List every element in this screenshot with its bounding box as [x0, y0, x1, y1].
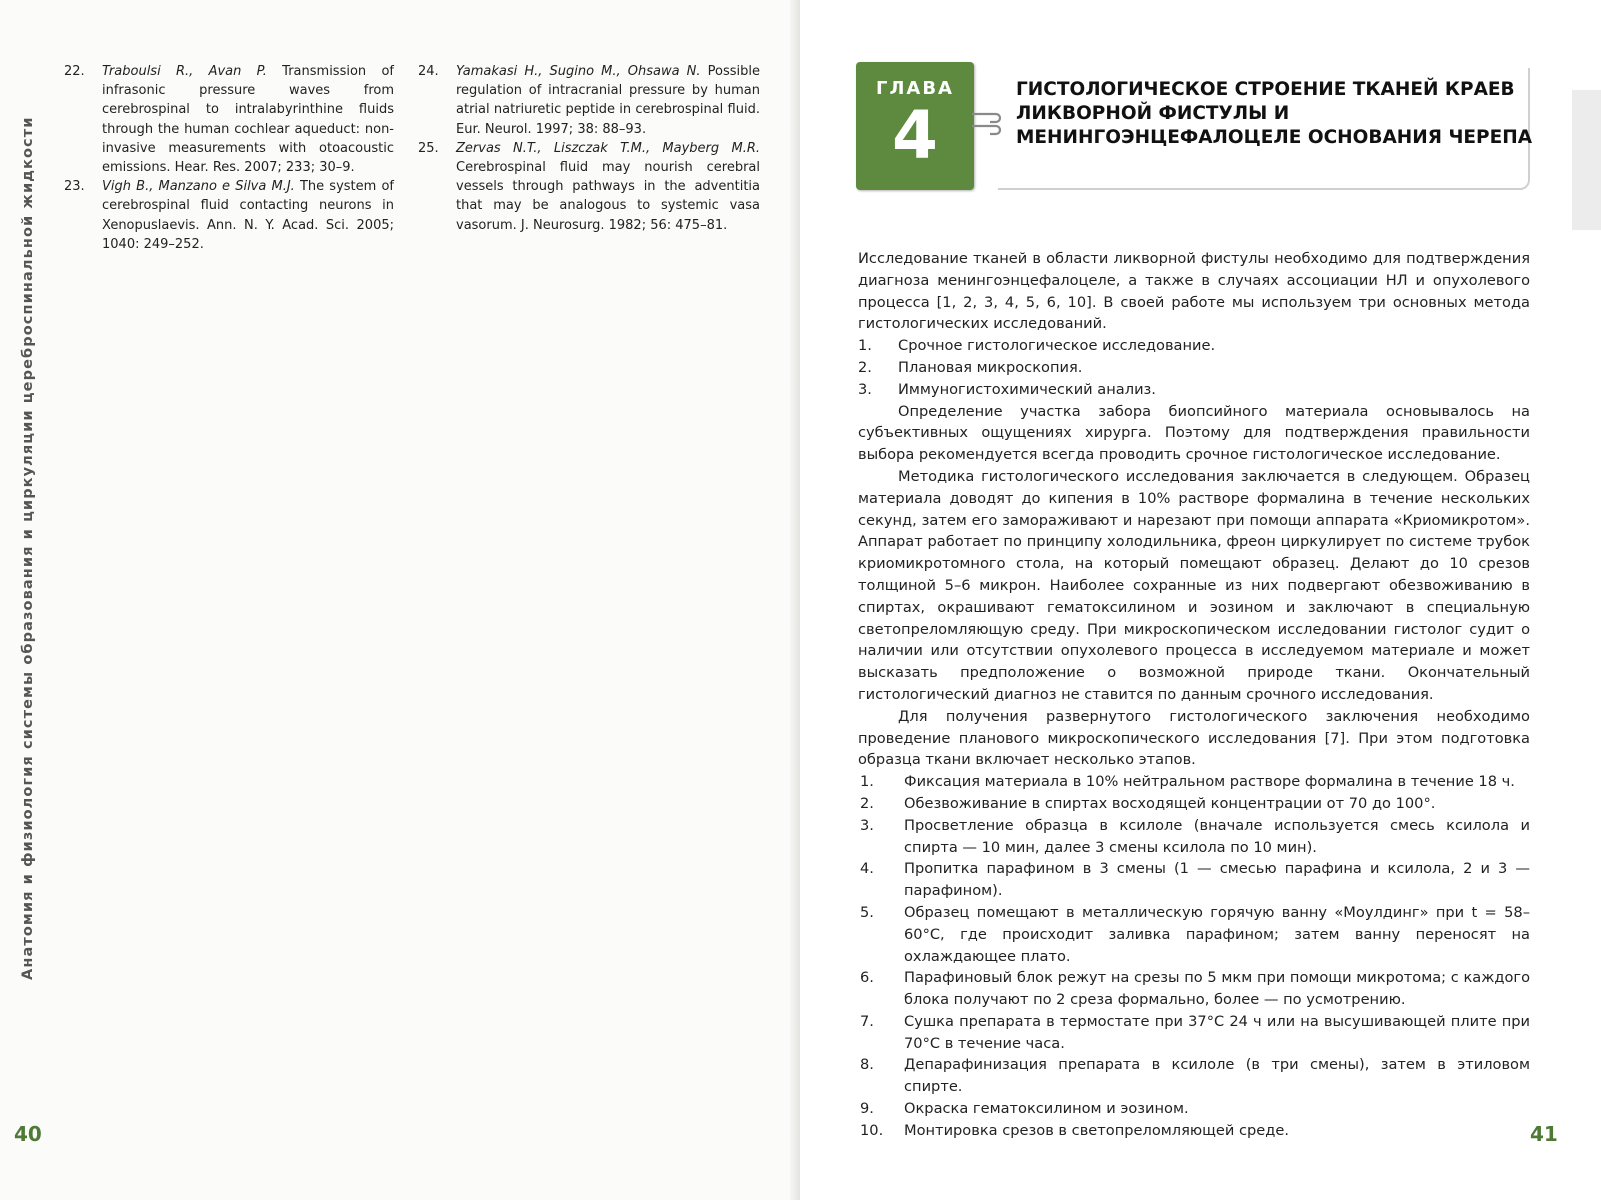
- list-item: [858, 379, 1530, 401]
- list-number: 2.: [858, 358, 872, 376]
- list-number: 6.: [860, 969, 874, 987]
- reference-number: 24.: [418, 64, 439, 79]
- list-text: Монтировка срезов в светопреломляющей среде.: [904, 1121, 1289, 1139]
- reference-item: [64, 177, 394, 254]
- list-item: [858, 902, 1530, 967]
- page-number-left: 40: [14, 1122, 42, 1146]
- list-item: [858, 815, 1530, 859]
- paragraph: Для получения развернутого гистологического заключения необходимо проведение планового микроскопического исследования [7]. При этом подготовка образца ткани включает несколько этапов.: [858, 707, 1530, 769]
- list-number: 2.: [860, 794, 874, 812]
- list-text: Фиксация материала в 10% нейтральном растворе формалина в течение 18 ч.: [904, 773, 1515, 791]
- reference-number: 23.: [64, 179, 85, 195]
- chapter-body: [858, 248, 1530, 1142]
- intro-paragraph: Исследование тканей в области ликворной фистулы необходимо для подтверждения диагноза менингоэнцефалоцеле, а также в случаях ассоциации НЛ и опухолевого процесса [1, 2, 3, 4, 5, 6, 10]. В своей работе мы используем три основных метода гистологических исследований.: [858, 250, 1530, 333]
- reference-body: Possible regulation of intracranial pressure by human atrial natriuretic peptide in cerebrospinal fluid. Eur. Neurol. 1997; 38: 88–93.: [456, 64, 760, 137]
- list-number: 7.: [860, 1012, 874, 1030]
- reference-item: [418, 139, 760, 235]
- reference-item: [64, 62, 394, 177]
- reference-body: The system of cerebrospinal fluid contacting neurons in Xenopuslaevis. Ann. N. Y. Acad. Sci. 2005; 1040: 249–252.: [102, 179, 394, 252]
- list-text: Сушка препарата в термостате при 37°C 24 ч или на высушивающей плите при 70°C в течение часа.: [904, 1012, 1530, 1052]
- reference-body: Cerebrospinal fluid may nourish cerebral vessels through pathways in the adventitia that may be analogous to systemic vasa vasorum. J. Neurosurg. 1982; 56: 475–81.: [456, 160, 760, 233]
- list-item: [858, 771, 1530, 793]
- list-item: [858, 1011, 1530, 1055]
- chapter-badge: [856, 62, 974, 190]
- list-item: [858, 357, 1530, 379]
- reference-text: [456, 139, 760, 235]
- references-column-1: [64, 62, 394, 254]
- list-number: 3.: [858, 380, 872, 398]
- reference-authors: Vigh B., Manzano e Silva M.J.: [102, 179, 295, 195]
- list-number: 10.: [860, 1121, 884, 1139]
- list-number: 5.: [860, 903, 874, 921]
- reference-authors: Zervas N.T., Liszczak T.M., Mayberg M.R.: [456, 140, 760, 156]
- list-item: [858, 335, 1530, 357]
- list-number: 9.: [860, 1100, 874, 1118]
- list-number: 8.: [860, 1056, 874, 1074]
- list-number: 4.: [860, 860, 874, 878]
- chapter-number: 4: [892, 97, 938, 174]
- methods-list: [858, 335, 1530, 400]
- list-text: Обезвоживание в спиртах восходящей концентрации от 70 до 100°.: [904, 794, 1436, 812]
- left-page: [0, 0, 800, 1200]
- list-text: Просветление образца в ксилоле (вначале используется смесь ксилола и спирта — 10 мин, далее 3 смены ксилола по 10 мин).: [904, 816, 1530, 856]
- reference-body: Transmission of infrasonic pressure waves from cerebrospinal to intralabyrinthine fluids through the human cochlear aqueduct: non-invasive measurements with otoacoustic emissions. Hear. Res. 2007; 233; 30–9.: [102, 64, 394, 176]
- list-number: 1.: [860, 773, 874, 791]
- reference-item: [418, 62, 760, 139]
- reference-authors: Traboulsi R., Avan P.: [102, 64, 267, 79]
- list-item: [858, 1120, 1530, 1142]
- list-number: 1.: [858, 337, 872, 355]
- chapter-label: ГЛАВА: [875, 78, 954, 99]
- reference-number: 25.: [418, 140, 439, 156]
- page-edge-tab: [1572, 90, 1601, 230]
- list-text: Депарафинизация препарата в ксилоле (в три смены), затем в этиловом спирте.: [904, 1056, 1530, 1096]
- list-item: [858, 1054, 1530, 1098]
- list-text: Срочное гистологическое исследование.: [898, 337, 1216, 355]
- list-item: [858, 793, 1530, 815]
- right-page: [800, 0, 1601, 1200]
- chapter-title: ГИСТОЛОГИЧЕСКОЕ СТРОЕНИЕ ТКАНЕЙ КРАЕВ ЛИКВОРНОЙ ФИСТУЛЫ И МЕНИНГОЭНЦЕФАЛОЦЕЛЕ ОСНОВАНИЯ ЧЕРЕПА: [1016, 79, 1533, 148]
- steps-list: [858, 771, 1530, 1142]
- list-text: Окраска гематоксилином и эозином.: [904, 1100, 1189, 1118]
- references-column-2: [418, 62, 760, 235]
- running-title: Анатомия и физиология системы образования и циркуляции цереброспинальной жидкости: [20, 116, 36, 980]
- reference-authors: Yamakasi H., Sugino M., Ohsawa N.: [456, 64, 701, 79]
- page-number-right: 41: [1530, 1122, 1558, 1146]
- list-text: Образец помещают в металлическую горячую ванну «Моулдинг» при t = 58–60°C, где происходит заливка парафином; затем ванну переносят на охлаждающее плато.: [904, 903, 1530, 965]
- list-item: [858, 967, 1530, 1011]
- paragraph: Определение участка забора биопсийного материала основывалось на субъективных ощущениях хирурга. Поэтому для подтверждения правильности выбора рекомендуется всегда проводить срочное гистологическое исследование.: [858, 402, 1530, 464]
- list-text: Плановая микроскопия.: [898, 358, 1083, 376]
- list-text: Пропитка парафином в 3 смены (1 — смесью парафина и ксилола, 2 и 3 — парафином).: [904, 860, 1530, 900]
- paragraph: Методика гистологического исследования заключается в следующем. Образец материала доводят до кипения в 10% растворе формалина в течение нескольких секунд, затем его замораживают и нарезают при помощи аппарата «Криомикротом». Аппарат работает по принципу холодильника, фреон циркулирует по системе трубок криомикротомного стола, на который помещают образец. Делают до 10 срезов толщиной 5–6 микрон. Наиболее сохранные из них подвергают обезвоживанию в спиртах, окрашивают гематоксилином и эозином и заключают в специальную светопреломляющую среду. При микроскопическом исследовании гистолог судит о наличии или отсутствии опухолевого процесса в исследуемом материале и может высказать предположение о возможной природе ткани. Окончательный гистологический диагноз не ставится по данным срочного исследования.: [858, 467, 1530, 703]
- list-text: Иммуногистохимический анализ.: [898, 380, 1156, 398]
- reference-text: [102, 62, 394, 177]
- list-number: 3.: [860, 816, 874, 834]
- reference-text: [456, 62, 760, 139]
- list-item: [858, 1098, 1530, 1120]
- reference-number: 22.: [64, 64, 85, 79]
- list-text: Парафиновый блок режут на срезы по 5 мкм при помощи микротома; с каждого блока получают по 2 среза формально, более — по усмотрению.: [904, 969, 1530, 1009]
- reference-text: [102, 177, 394, 254]
- list-item: [858, 858, 1530, 902]
